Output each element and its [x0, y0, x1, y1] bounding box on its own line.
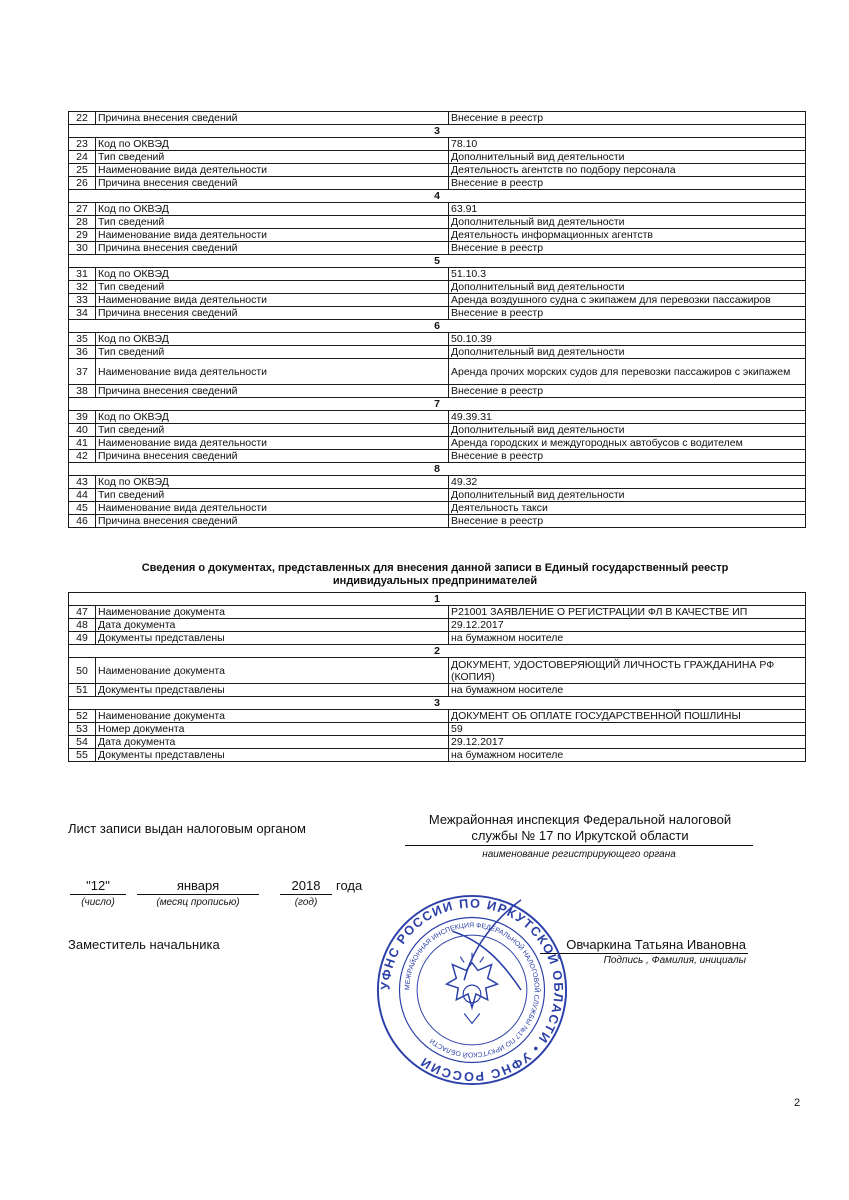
position-label: Заместитель начальника: [68, 937, 220, 952]
row-label: Наименование вида деятельности: [96, 359, 449, 385]
section-number: 1: [69, 593, 806, 606]
table-row: [69, 151, 806, 164]
row-value: 49.39.31: [449, 411, 806, 424]
row-label: Документы представлены: [96, 632, 449, 645]
table-row: [69, 411, 806, 424]
row-value: Аренда прочих морских судов для перевозки пассажиров с экипажем: [449, 359, 806, 385]
year-underline: [280, 894, 332, 895]
row-number: 45: [69, 502, 96, 515]
row-value: 63.91: [449, 203, 806, 216]
row-value: 59: [449, 723, 806, 736]
row-value: на бумажном носителе: [449, 632, 806, 645]
section-number: 4: [69, 190, 806, 203]
authority-line-1: Межрайонная инспекция Федеральной налоговой: [428, 812, 732, 827]
row-value: Внесение в реестр: [449, 112, 806, 125]
svg-text:МЕЖРАЙОННАЯ ИНСПЕКЦИЯ ФЕДЕРАЛЬ: [404, 922, 542, 1059]
table-row: [69, 749, 806, 762]
table-row: [69, 229, 806, 242]
row-value: Деятельность такси: [449, 502, 806, 515]
row-label: Причина внесения сведений: [96, 385, 449, 398]
row-value: Аренда городских и междугородных автобусов с водителем: [449, 437, 806, 450]
row-value: Дополнительный вид деятельности: [449, 346, 806, 359]
stamp-inner-text: МЕЖРАЙОННАЯ ИНСПЕКЦИЯ ФЕДЕРАЛЬНОЙ НАЛОГОВОЙ СЛУЖБЫ №17 ПО ИРКУТСКОЙ ОБЛАСТИ: [404, 922, 540, 1058]
row-value: Р21001 ЗАЯВЛЕНИЕ О РЕГИСТРАЦИИ ФЛ В КАЧЕСТВЕ ИП: [449, 606, 806, 619]
row-number: 26: [69, 177, 96, 190]
row-number: 31: [69, 268, 96, 281]
row-label: Причина внесения сведений: [96, 177, 449, 190]
row-label: Наименование документа: [96, 710, 449, 723]
table-row: [69, 164, 806, 177]
row-value: Внесение в реестр: [449, 307, 806, 320]
table-row: [69, 294, 806, 307]
row-number: 29: [69, 229, 96, 242]
row-label: Тип сведений: [96, 424, 449, 437]
table-row: [69, 450, 806, 463]
row-number: 32: [69, 281, 96, 294]
row-value: 78.10: [449, 138, 806, 151]
row-value: Внесение в реестр: [449, 515, 806, 528]
section-header: [69, 697, 806, 710]
row-number: 34: [69, 307, 96, 320]
row-value: Дополнительный вид деятельности: [449, 489, 806, 502]
authority-caption: наименование регистрирующего органа: [482, 849, 676, 860]
row-number: 30: [69, 242, 96, 255]
row-label: Наименование документа: [96, 606, 449, 619]
documents-table-body: [69, 593, 806, 762]
table-row: [69, 489, 806, 502]
date-day: "12": [86, 878, 110, 893]
section-header: [69, 320, 806, 333]
row-label: Код по ОКВЭД: [96, 138, 449, 151]
row-number: 48: [69, 619, 96, 632]
row-number: 52: [69, 710, 96, 723]
section-header: [69, 463, 806, 476]
documents-table: [68, 592, 806, 762]
row-number: 33: [69, 294, 96, 307]
table-row: [69, 437, 806, 450]
table-row: [69, 606, 806, 619]
year-caption: (год): [294, 897, 318, 908]
section-header: [69, 255, 806, 268]
section-number: 6: [69, 320, 806, 333]
table-row: [69, 281, 806, 294]
section-header: [69, 593, 806, 606]
row-number: 46: [69, 515, 96, 528]
row-label: Код по ОКВЭД: [96, 203, 449, 216]
section-number: 3: [69, 697, 806, 710]
row-label: Код по ОКВЭД: [96, 333, 449, 346]
row-label: Наименование вида деятельности: [96, 502, 449, 515]
row-number: 39: [69, 411, 96, 424]
row-label: Причина внесения сведений: [96, 242, 449, 255]
row-value: на бумажном носителе: [449, 684, 806, 697]
row-number: 49: [69, 632, 96, 645]
month-caption: (месяц прописью): [156, 897, 240, 908]
section-number: 3: [69, 125, 806, 138]
official-stamp-icon: [374, 892, 570, 1088]
row-number: 54: [69, 736, 96, 749]
row-value: 29.12.2017: [449, 736, 806, 749]
row-value: Дополнительный вид деятельности: [449, 216, 806, 229]
row-number: 50: [69, 658, 96, 684]
signer-underline: [540, 953, 748, 954]
row-label: Тип сведений: [96, 151, 449, 164]
row-value: 51.10.3: [449, 268, 806, 281]
table-row: [69, 203, 806, 216]
date-month: января: [176, 878, 220, 893]
row-value: Деятельность информационных агентств: [449, 229, 806, 242]
documents-heading: Сведения о документах, представленных для внесения данной записи в Единый государственный реестр индивидуальных предпринимателей: [141, 562, 729, 587]
row-value: Деятельность агентств по подбору персонала: [449, 164, 806, 177]
row-label: Причина внесения сведений: [96, 307, 449, 320]
table-row: [69, 177, 806, 190]
row-label: Тип сведений: [96, 281, 449, 294]
row-label: Наименование вида деятельности: [96, 229, 449, 242]
table-row: [69, 385, 806, 398]
row-number: 27: [69, 203, 96, 216]
row-number: 37: [69, 359, 96, 385]
row-label: Тип сведений: [96, 489, 449, 502]
row-number: 35: [69, 333, 96, 346]
row-value: 49.32: [449, 476, 806, 489]
table-row: [69, 242, 806, 255]
day-caption: (число): [81, 897, 115, 908]
date-year: 2018: [291, 878, 321, 893]
row-label: Причина внесения сведений: [96, 450, 449, 463]
table-row: [69, 684, 806, 697]
row-number: 22: [69, 112, 96, 125]
table-row: [69, 138, 806, 151]
row-value: на бумажном носителе: [449, 749, 806, 762]
table-row: [69, 476, 806, 489]
row-number: 24: [69, 151, 96, 164]
activity-table: [68, 111, 806, 528]
row-number: 55: [69, 749, 96, 762]
signer-name: Овчаркина Татьяна Ивановна: [566, 937, 746, 952]
section-number: 2: [69, 645, 806, 658]
row-number: 43: [69, 476, 96, 489]
section-number: 5: [69, 255, 806, 268]
day-underline: [70, 894, 126, 895]
row-value: Дополнительный вид деятельности: [449, 151, 806, 164]
section-header: [69, 125, 806, 138]
row-number: 53: [69, 723, 96, 736]
section-number: 7: [69, 398, 806, 411]
row-value: 50.10.39: [449, 333, 806, 346]
row-number: 47: [69, 606, 96, 619]
row-number: 28: [69, 216, 96, 229]
row-value: Внесение в реестр: [449, 385, 806, 398]
row-label: Тип сведений: [96, 346, 449, 359]
table-row: [69, 723, 806, 736]
row-number: 44: [69, 489, 96, 502]
row-label: Дата документа: [96, 736, 449, 749]
row-value: Дополнительный вид деятельности: [449, 281, 806, 294]
table-row: [69, 359, 806, 385]
table-row: [69, 216, 806, 229]
section-number: 8: [69, 463, 806, 476]
table-row: [69, 424, 806, 437]
table-row: [69, 268, 806, 281]
row-number: 38: [69, 385, 96, 398]
issued-label: Лист записи выдан налоговым органом: [68, 821, 306, 836]
activity-table-body: [69, 112, 806, 528]
row-label: Код по ОКВЭД: [96, 411, 449, 424]
eagle-emblem-icon: [447, 953, 498, 1024]
row-number: 25: [69, 164, 96, 177]
row-label: Причина внесения сведений: [96, 112, 449, 125]
table-row: [69, 346, 806, 359]
table-row: [69, 502, 806, 515]
row-label: Наименование вида деятельности: [96, 164, 449, 177]
row-label: Причина внесения сведений: [96, 515, 449, 528]
table-row: [69, 112, 806, 125]
row-value: Внесение в реестр: [449, 242, 806, 255]
row-value: ДОКУМЕНТ, УДОСТОВЕРЯЮЩИЙ ЛИЧНОСТЬ ГРАЖДАНИНА РФ (КОПИЯ): [449, 658, 806, 684]
row-value: Дополнительный вид деятельности: [449, 424, 806, 437]
row-number: 42: [69, 450, 96, 463]
row-value: Внесение в реестр: [449, 177, 806, 190]
row-number: 23: [69, 138, 96, 151]
row-number: 40: [69, 424, 96, 437]
date-suffix: года: [336, 878, 363, 893]
section-header: [69, 398, 806, 411]
row-label: Документы представлены: [96, 684, 449, 697]
row-value: 29.12.2017: [449, 619, 806, 632]
row-label: Код по ОКВЭД: [96, 268, 449, 281]
row-label: Документы представлены: [96, 749, 449, 762]
row-number: 36: [69, 346, 96, 359]
row-value: ДОКУМЕНТ ОБ ОПЛАТЕ ГОСУДАРСТВЕННОЙ ПОШЛИНЫ: [449, 710, 806, 723]
row-label: Тип сведений: [96, 216, 449, 229]
authority-line-2: службы № 17 по Иркутской области: [471, 828, 689, 843]
row-label: Код по ОКВЭД: [96, 476, 449, 489]
month-underline: [137, 894, 259, 895]
table-row: [69, 736, 806, 749]
row-label: Дата документа: [96, 619, 449, 632]
authority-underline: [405, 845, 753, 846]
row-number: 41: [69, 437, 96, 450]
table-row: [69, 710, 806, 723]
row-label: Наименование вида деятельности: [96, 294, 449, 307]
section-header: [69, 190, 806, 203]
signature-caption: Подпись , Фамилия, инициалы: [603, 955, 746, 966]
stamp-outer-text: УФНС РОССИИ ПО ИРКУТСКОЙ ОБЛАСТИ • УФНС РОССИИ: [377, 895, 567, 1085]
section-header: [69, 645, 806, 658]
row-value: Аренда воздушного судна с экипажем для перевозки пассажиров: [449, 294, 806, 307]
page-number: 2: [794, 1097, 801, 1109]
row-label: Наименование документа: [96, 658, 449, 684]
row-label: Наименование вида деятельности: [96, 437, 449, 450]
row-label: Номер документа: [96, 723, 449, 736]
table-row: [69, 632, 806, 645]
table-row: [69, 515, 806, 528]
table-row: [69, 307, 806, 320]
row-number: 51: [69, 684, 96, 697]
table-row: [69, 658, 806, 684]
row-value: Внесение в реестр: [449, 450, 806, 463]
table-row: [69, 333, 806, 346]
table-row: [69, 619, 806, 632]
